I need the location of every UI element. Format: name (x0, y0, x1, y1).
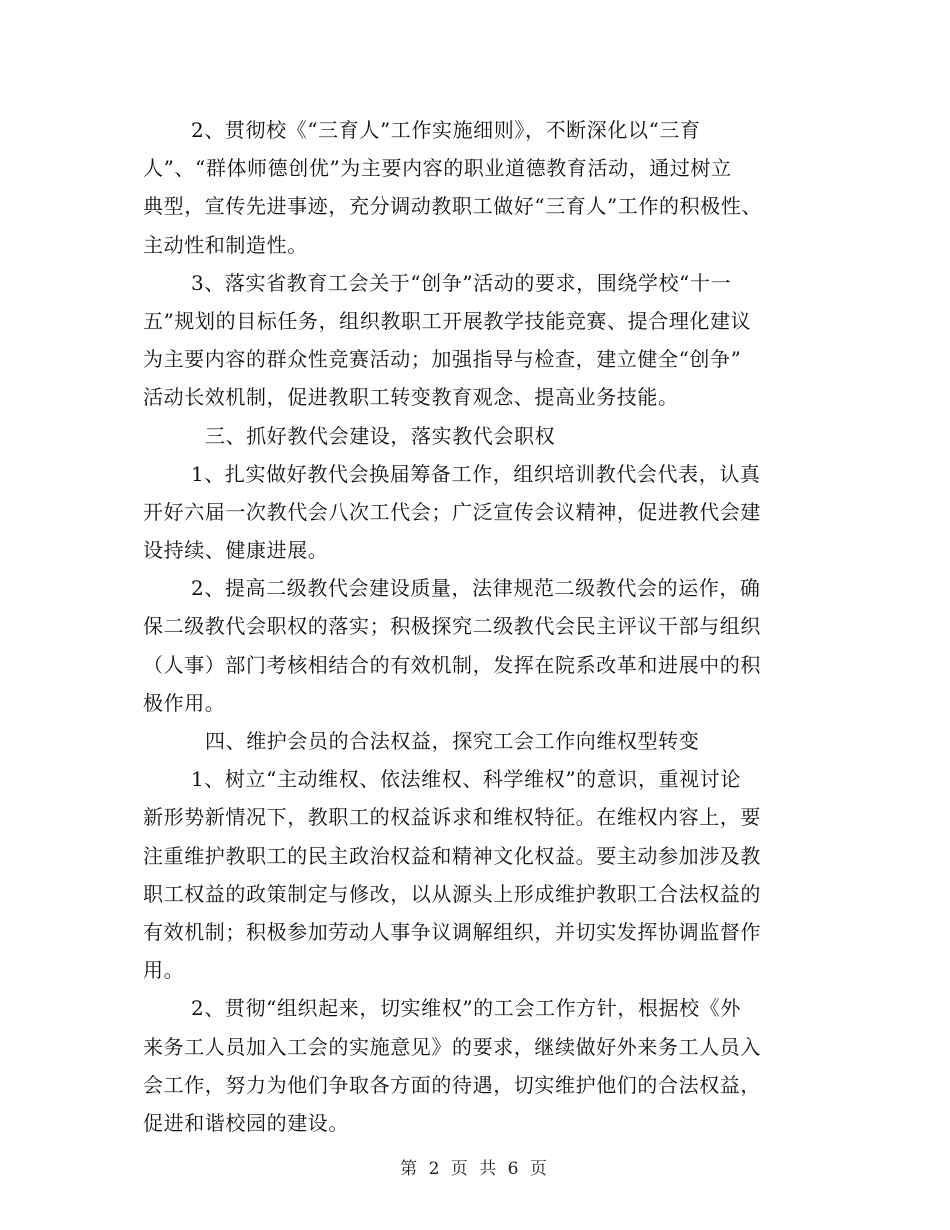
text-line: 2、贯彻“组织起来，切实维权”的工会工作方针，根据校《外 (191, 996, 741, 1021)
text-line: 保二级教代会职权的落实；积极探究二级教代会民主评议干部与组织 (143, 614, 761, 639)
text-line: 活动长效机制，促进教职工转变教育观念、提高业务技能。 (143, 385, 679, 410)
text-line: 新形势新情况下，教职工的权益诉求和维权特征。在维权内容上，要 (143, 805, 761, 830)
text-line: 为主要内容的群众性竞赛活动；加强指导与检查，建立健全“创争” (143, 347, 742, 372)
text-line: （人事）部门考核相结合的有效机制，发挥在院系改革和进展中的积 (143, 652, 761, 677)
text-line: 1、树立“主动维权、依法维权、科学维权”的意识，重视讨论 (191, 767, 741, 792)
page-footer: 第 2 页 共 6 页 (400, 1159, 550, 1179)
text-line: 2、贯彻校《“三育人”工作实施细则》，不断深化以“三育 (191, 118, 701, 142)
text-line: 来务工人员加入工会的实施意见》的要求，继续做好外来务工人员入 (143, 1034, 761, 1059)
text-line: 人”、“群体师德创优”为主要内容的职业道德教育活动，通过树立 (143, 156, 732, 181)
text-line: 极作用。 (143, 690, 226, 715)
text-line: 典型，宣传先进事迹，充分调动教职工做好“三育人”工作的积极性、 (143, 194, 763, 219)
text-line: 1、扎实做好教代会换届筹备工作，组织培训教代会代表，认真 (191, 461, 761, 486)
text-line: 注重维护教职工的民主政治权益和精神文化权益。要主动参加涉及教 (143, 843, 761, 868)
text-line: 会工作，努力为他们争取各方面的待遇，切实维护他们的合法权益， (143, 1072, 761, 1097)
section-heading: 三、抓好教代会建设，落实教代会职权 (205, 423, 556, 448)
section-heading: 四、维护会员的合法权益，探究工会工作向维权型转变 (205, 729, 700, 753)
text-line: 主动性和制造性。 (143, 232, 308, 257)
text-line: 开好六届一次教代会八次工代会；广泛宣传会议精神，促进教代会建 (143, 499, 761, 524)
text-line: 职工权益的政策制定与修改，以从源头上形成维护教职工合法权益的 (143, 881, 761, 906)
text-line: 用。 (143, 958, 185, 983)
document-body (143, 111, 823, 1142)
text-line: 设持续、健康进展。 (143, 538, 329, 563)
text-line: 有效机制；积极参加劳动人事争议调解组织，并切实发挥协调监督作 (143, 919, 761, 944)
text-line: 2、提高二级教代会建设质量，法律规范二级教代会的运作，确 (191, 576, 761, 601)
text-line: 3、落实省教育工会关于“创争”活动的要求，围绕学校“十一 (191, 270, 732, 295)
text-line: 五”规划的目标任务，组织教职工开展教学技能竞赛、提合理化建议 (143, 308, 752, 333)
text-line: 促进和谐校园的建设。 (143, 1110, 349, 1135)
